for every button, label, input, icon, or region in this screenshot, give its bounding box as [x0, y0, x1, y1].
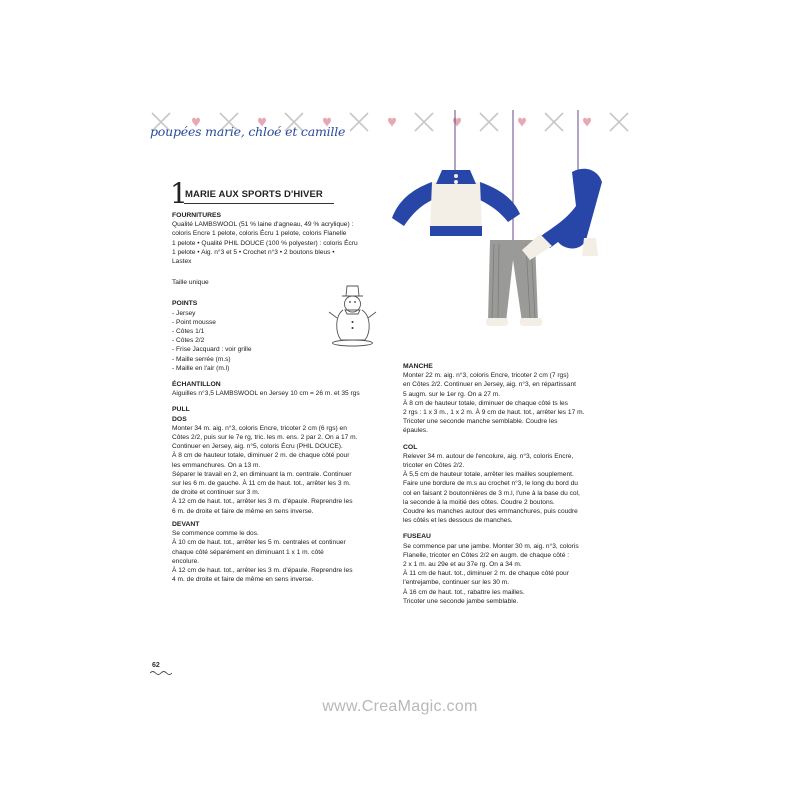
dos-line: Continuer en Jersey, aig. n°5, coloris Écru (PHIL DOUCE).: [172, 443, 343, 451]
fuseau-line: À 11 cm de haut. tot., diminuer 2 m. de chaque côté pour: [403, 570, 569, 578]
points-item: - Côtes 2/2: [172, 337, 205, 345]
dos-line: les emmanchures. On a 13 m.: [172, 461, 261, 469]
dos-line: Monter 34 m. aig. n°3, coloris Encre, tricoter 2 cm (6 rgs) en: [172, 424, 347, 432]
chapter-number: 1: [170, 177, 188, 210]
devant-heading: DEVANT: [172, 520, 200, 528]
col-line: Relever 34 m. autour de l'encolure, aig. n°3, coloris Encre,: [403, 452, 574, 460]
fuseau-line: Tricoter une seconde jambe semblable.: [403, 597, 519, 605]
series-script-title: poupées marie, chloé et camille: [150, 124, 346, 139]
devant-line: À 10 cm de haut. tot., arrêter les 5 m. centrales et continuer: [172, 539, 346, 547]
manche-line: À 8 cm de hauteur totale, diminuer de chaque côté ts les: [403, 399, 568, 407]
left-text-column: [172, 211, 394, 584]
fournitures-line: 1 pelote • Qualité PHIL DOUCE (100 % polyester) : coloris Écru: [172, 239, 358, 247]
dos-line: 6 m. de droite et faire de même en sens inverse.: [172, 507, 314, 515]
dos-line: Séparer le travail en 2, en diminuant la m. centrale. Continuer: [172, 470, 352, 478]
dos-line: Côtes 2/2, puis sur le 7e rg, tric. les m. ens. 2 par 2. On a 17 m.: [172, 434, 358, 442]
sweater-icon: [392, 170, 520, 236]
fuseau-line: À 16 cm de haut. tot., rabattre les mailles.: [403, 588, 525, 596]
col-heading: COL: [403, 443, 418, 451]
manche-heading: MANCHE: [403, 363, 433, 370]
col-line: col en faisant 2 boutonnières de 3 m.l, l'une à la base du col,: [403, 489, 580, 497]
fuseau-line: Se commence par une jambe. Monter 30 m. aig. n°3, coloris: [403, 542, 579, 550]
manche-line: 5 augm. sur le 1er rg. On a 27 m.: [403, 390, 501, 398]
points-heading: POINTS: [172, 300, 198, 308]
devant-line: chaque côté séparément en diminuant 1 x 1 m. côté: [172, 548, 324, 556]
points-item: - Maille en l'air (m.l): [172, 364, 230, 372]
dos-line: À 12 cm de haut. tot., arrêter les 3 m. d'épaule. Reprendre les: [172, 498, 353, 506]
col-line: les côtés et les dessous de manches.: [403, 517, 513, 525]
devant-line: À 12 cm de haut. tot., arrêter les 3 m. d'épaule. Reprendre les: [172, 566, 353, 574]
echantillon-line: Aiguilles n°3,5 LAMBSWOOL en Jersey 10 cm = 26 m. et 35 rgs: [172, 390, 360, 398]
dos-heading: DOS: [172, 415, 187, 423]
points-item: - Côtes 1/1: [172, 328, 205, 336]
manche-line: Tricoter une seconde manche semblable. Coudre les: [403, 418, 558, 426]
manche-line: épaules.: [403, 427, 428, 435]
dos-line: de droite et continuer sur 3 m.: [172, 489, 260, 497]
page-number: 62: [152, 662, 160, 669]
points-item: - Point mousse: [172, 318, 216, 326]
manche-line: en Côtes 2/2. Continuer en Jersey, aig. n°3, en répartissant: [403, 381, 576, 389]
fuseau-heading: FUSEAU: [403, 533, 431, 541]
devant-line: encolure.: [172, 557, 200, 565]
wave-ornament-icon: [150, 670, 172, 676]
scarf-icon: [522, 169, 602, 260]
col-line: À 5,5 cm de hauteur totale, arrêter les mailles souplement.: [403, 471, 574, 479]
right-text-column: [403, 362, 625, 606]
col-line: la seconde à la moitié des côtes. Coudre 2 boutons.: [403, 498, 555, 506]
col-line: tricoter en Côtes 2/2.: [403, 462, 465, 470]
chapter-underline: [184, 203, 334, 204]
manche-line: 2 rgs : 1 x 3 m., 1 x 2 m. À 9 cm de haut. tot., arrêter les 17 m.: [403, 409, 585, 417]
pull-heading: PULL: [172, 406, 190, 414]
fuseau-line: 2 x 1 m. au 29e et au 37e rg. On a 34 m.: [403, 561, 522, 569]
fournitures-line: 1 pelote • Aig. n°3 et 5 • Crochet n°3 • 2 boutons bleus •: [172, 248, 335, 256]
dos-line: sur les 6 m. de gauche. À 11 cm de haut. tot., arrêter les 3 m.: [172, 480, 351, 488]
echantillon-heading: ÉCHANTILLON: [172, 381, 221, 389]
fournitures-heading: FOURNITURES: [172, 212, 222, 219]
taille-text: Taille unique: [172, 279, 209, 287]
devant-line: Se commence comme le dos.: [172, 530, 259, 538]
fournitures-line: Lastex: [172, 258, 192, 266]
devant-line: 4 m. de droite et faire de même en sens inverse.: [172, 576, 314, 584]
points-item: - Frise Jacquard : voir grille: [172, 346, 252, 354]
col-line: Coudre les manches autour des emmanchures, puis coudre: [403, 508, 578, 516]
fuseau-line: l'entrejambe, continuer sur les 30 m.: [403, 579, 510, 587]
fournitures-line: coloris Encre 1 pelote, coloris Écru 1 pelote, coloris Flanelle: [172, 230, 347, 238]
dos-line: À 8 cm de hauteur totale, diminuer 2 m. de chaque côté pour: [172, 452, 350, 460]
knitwear-illustration: [380, 110, 660, 350]
fuseau-line: Flanelle, tricoter en Côtes 2/2 en augm. de chaque côté :: [403, 551, 570, 559]
watermark: www.CreaMagic.com: [322, 698, 478, 715]
col-line: Faire une bordure de m.s au crochet n°3, le long du bord du: [403, 480, 578, 488]
chapter-title: MARIE AUX SPORTS D'HIVER: [185, 189, 323, 200]
points-item: - Jersey: [172, 309, 196, 317]
fournitures-line: Qualité LAMBSWOOL (51 % laine d'agneau, 49 % acrylique) :: [172, 221, 354, 229]
points-item: - Maille serrée (m.s): [172, 355, 231, 363]
manche-line: Monter 22 m. aig. n°3, coloris Encre, tricoter 2 cm (7 rgs): [403, 372, 569, 380]
